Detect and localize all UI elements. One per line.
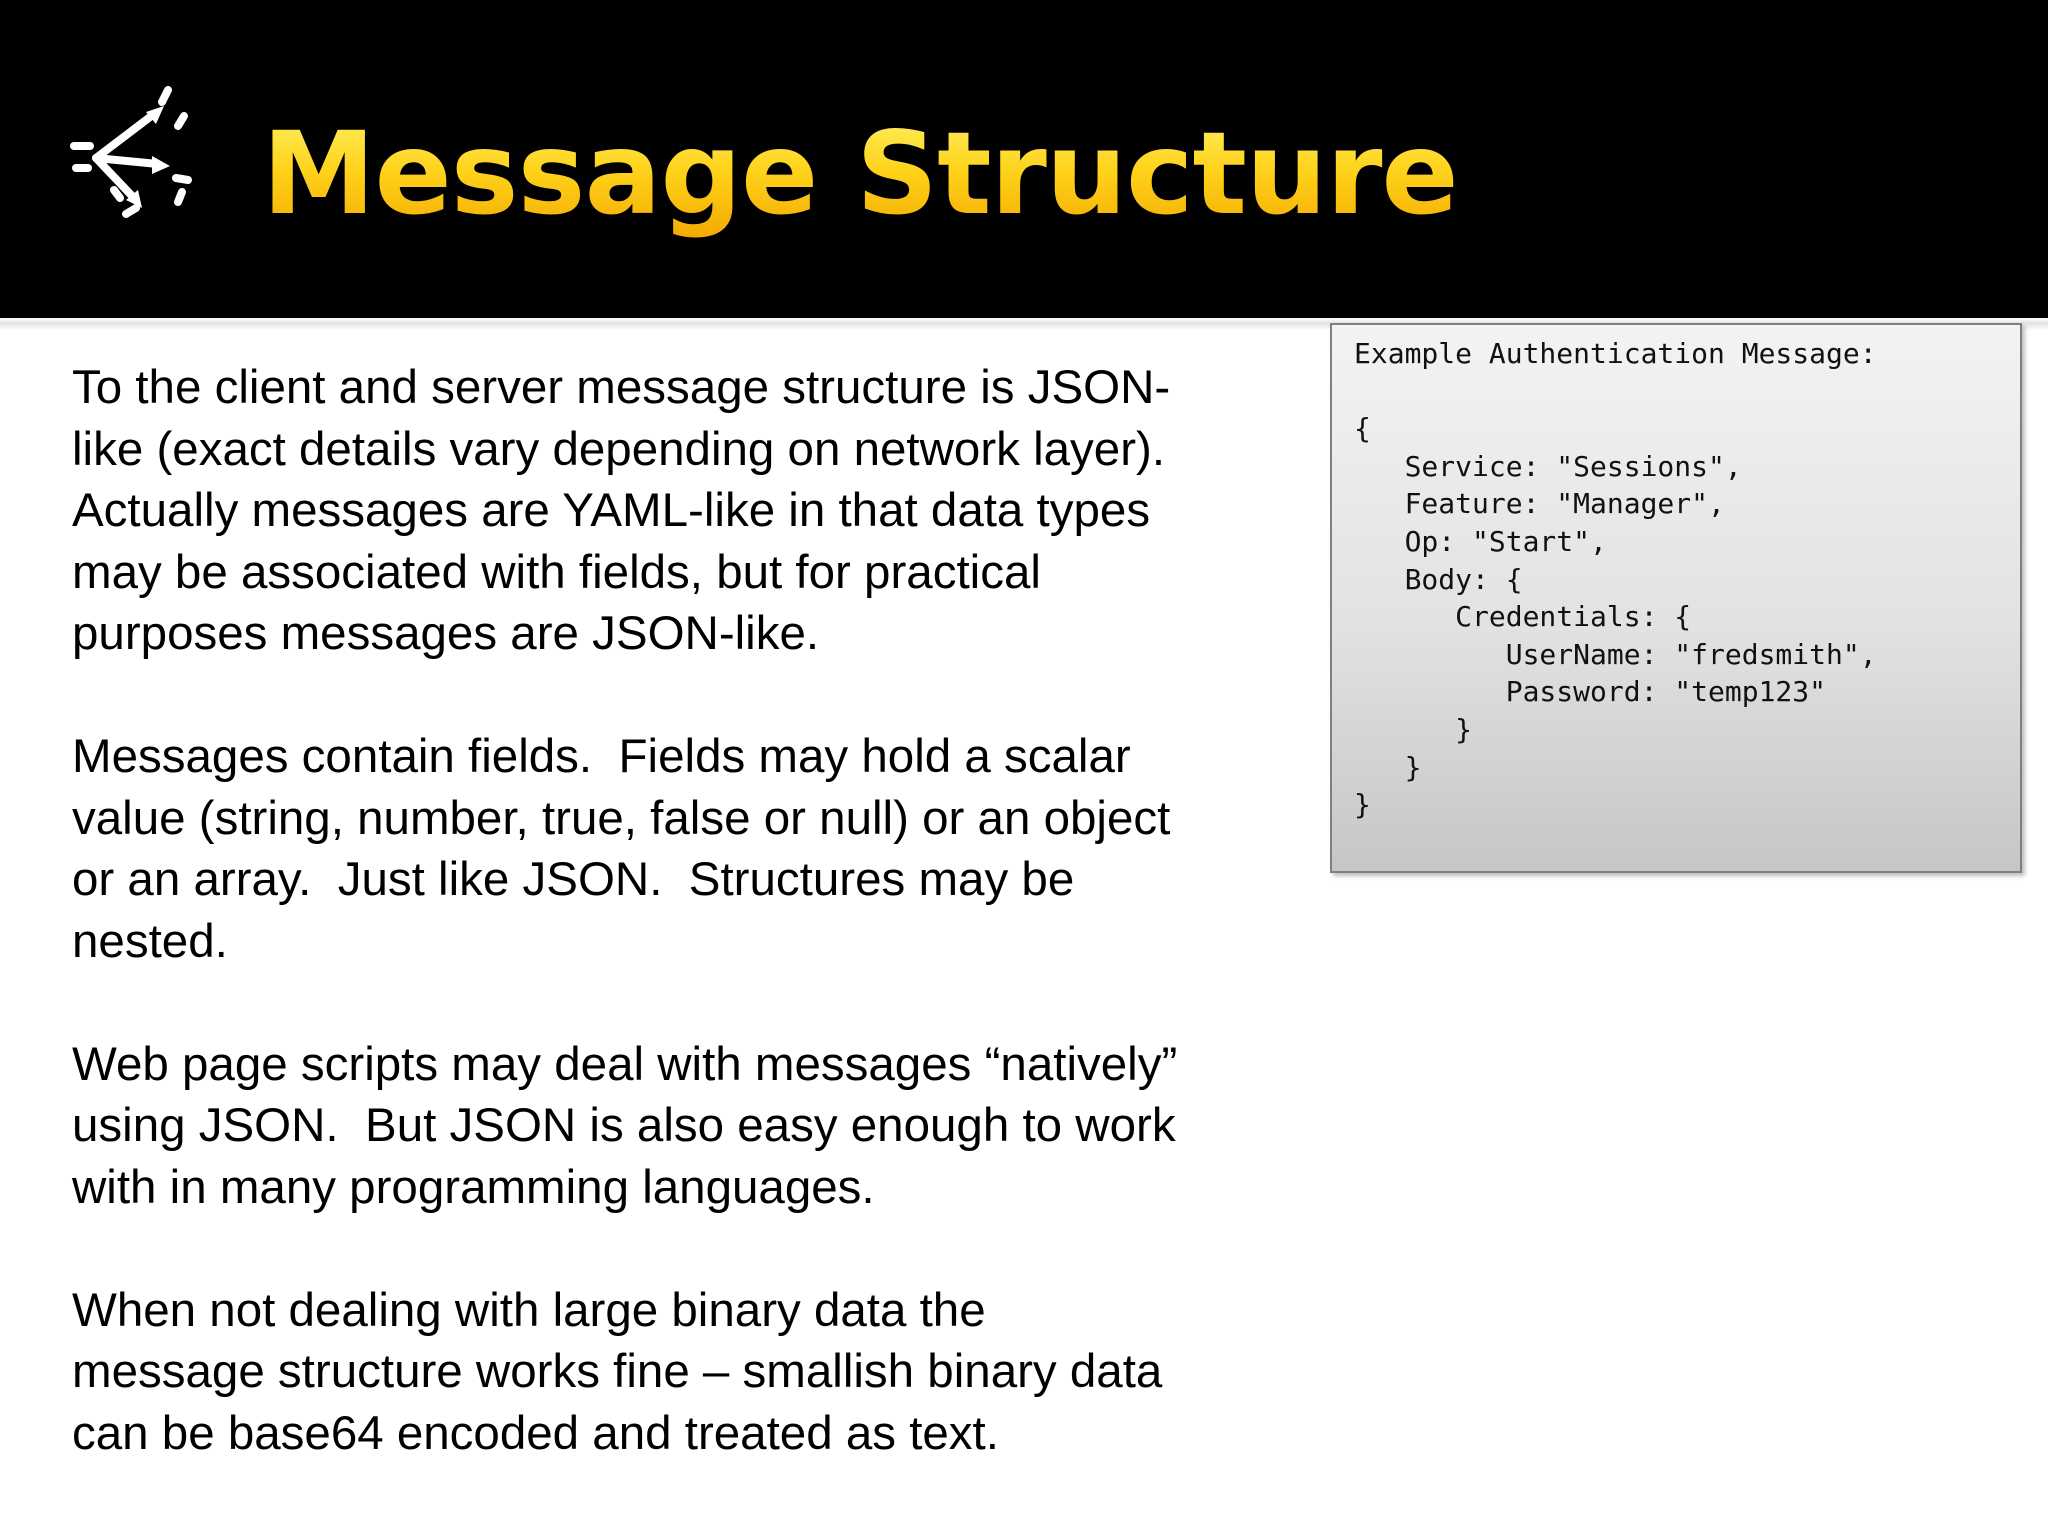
paragraph-json-like: To the client and server message structure is JSON- like (exact details vary depending on network layer). Actually messages are YAML-like in that data types may be associated with fields, but for practical purposes messages are JSON-like. — [72, 361, 1171, 660]
code-example-box — [1330, 323, 2022, 873]
body-text — [72, 357, 1302, 1464]
scattered-arrows-icon — [66, 86, 206, 226]
slide-title: Message Structure — [262, 104, 1458, 244]
code-example-text: Example Authentication Message: { Service: "Sessions", Feature: "Manager", Op: "Start", Body: { Credentials: { UserName: "fredsmith", Password: "temp123" } } } — [1354, 337, 1877, 822]
title-bar — [0, 0, 2048, 318]
paragraph-web-scripts: Web page scripts may deal with messages “natively” using JSON. But JSON is also easy enough to work with in many programming languages. — [72, 1037, 1178, 1214]
paragraph-fields: Messages contain fields. Fields may hold a scalar value (string, number, true, false or null) or an object or an array. Just like JSON. Structures may be nested. — [72, 730, 1171, 968]
paragraph-binary-data: When not dealing with large binary data the message structure works fine – smallish binary data can be base64 encoded and treated as text. — [72, 1283, 1163, 1460]
